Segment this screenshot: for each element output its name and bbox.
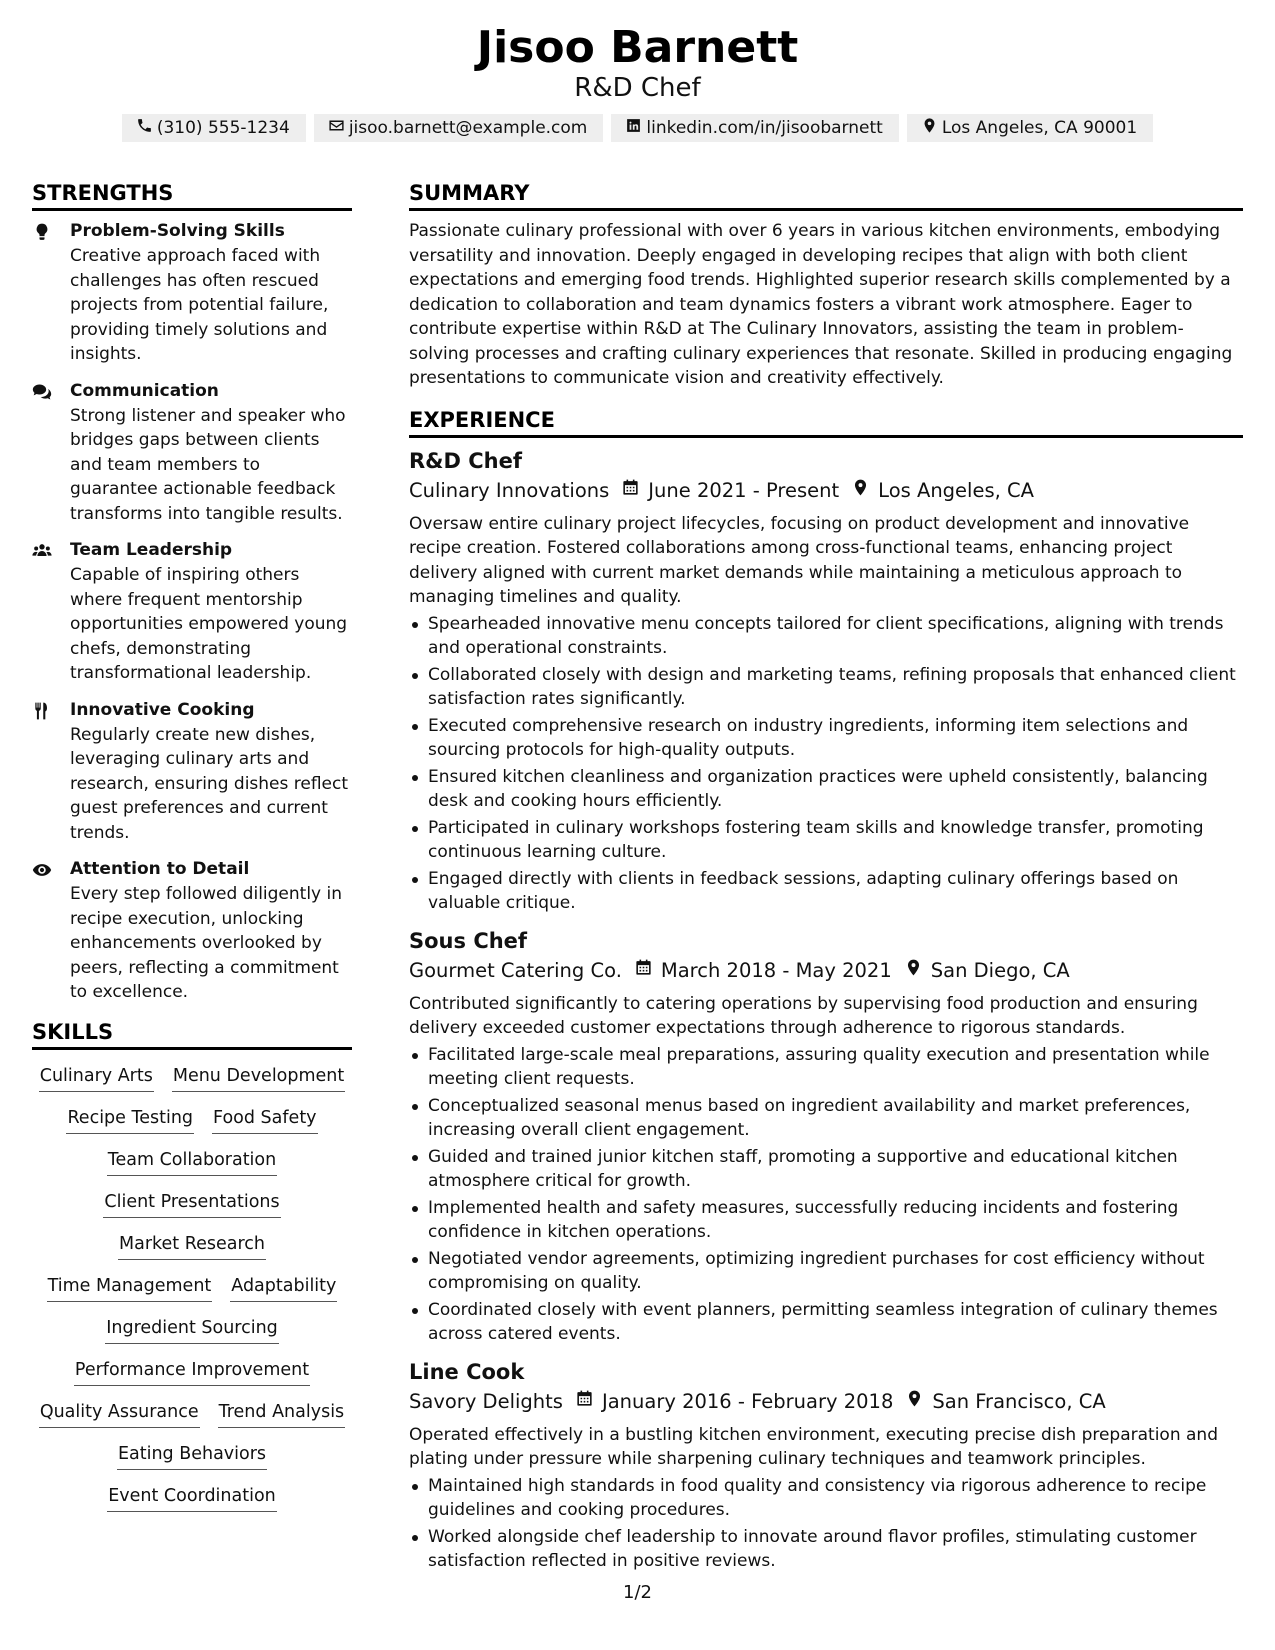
- job-location: San Francisco, CA: [932, 1389, 1106, 1413]
- strength-desc: Regularly create new dishes, leveraging culinary arts and research, ensuring dishes reflect guest preferences and current trends.: [70, 724, 349, 843]
- job-bullet: Facilitated large-scale meal preparations, assuring quality execution and presentation while meeting client requests.: [409, 1043, 1243, 1092]
- contact-linkedin-text: linkedin.com/in/jisoobarnett: [646, 118, 883, 138]
- skill-tag: Quality Assurance: [39, 1400, 200, 1428]
- job-title: R&D Chef: [409, 448, 522, 473]
- skill-tag: Team Collaboration: [107, 1148, 277, 1176]
- page-number: 1/2: [623, 1582, 652, 1603]
- strength-item: [32, 857, 352, 1005]
- strength-item: [32, 698, 352, 846]
- skill-tag: Market Research: [118, 1232, 266, 1260]
- skill-tag: Trend Analysis: [218, 1400, 346, 1428]
- job-bullet: Participated in culinary workshops fostering team skills and knowledge transfer, promoting continuous learning culture.: [409, 816, 1243, 865]
- strength-title: Communication: [70, 380, 219, 401]
- lightbulb-icon: [32, 219, 70, 367]
- job-company: Gourmet Catering Co.: [409, 958, 622, 982]
- job-company: Culinary Innovations: [409, 478, 610, 502]
- map-pin-icon: [839, 476, 878, 506]
- job-bullet: Ensured kitchen cleanliness and organization practices were upheld consistently, balancing desk and cooking hours efficiently.: [409, 765, 1243, 814]
- calendar-icon: [563, 1387, 602, 1417]
- job-bullet: Spearheaded innovative menu concepts tailored for client specifications, aligning with trends and operational constraints.: [409, 612, 1243, 661]
- job-description: Oversaw entire culinary project lifecycles, focusing on product development and innovative recipe creation. Fostered collaborations among cross-functional teams, enhancing project delivery aligned with current market demands while maintaining a meticulous approach to managing timelines and quality.: [409, 513, 1190, 607]
- strength-item: [32, 538, 352, 686]
- skill-tag: Performance Improvement: [74, 1358, 310, 1386]
- linkedin-icon: [625, 117, 642, 139]
- job-bullet: Guided and trained junior kitchen staff, promoting a supportive and educational kitchen atmosphere critical for growth.: [409, 1145, 1243, 1194]
- job-bullet: Collaborated closely with design and marketing teams, refining proposals that enhanced client satisfaction rates significantly.: [409, 663, 1243, 712]
- job-location: Los Angeles, CA: [878, 478, 1034, 502]
- right-column: [409, 178, 1243, 1584]
- job-meta: [409, 476, 1243, 506]
- contact-location-text: Los Angeles, CA 90001: [941, 118, 1138, 138]
- job-bullet: Coordinated closely with event planners, permitting seamless integration of culinary themes across catered events.: [409, 1298, 1243, 1347]
- job-bullet: Conceptualized seasonal menus based on ingredient availability and market preferences, increasing overall client engagement.: [409, 1094, 1243, 1143]
- comments-icon: [32, 379, 70, 527]
- users-icon: [32, 538, 70, 686]
- strength-title: Problem-Solving Skills: [70, 221, 285, 241]
- skill-tag: Time Management: [47, 1274, 213, 1302]
- job-location: San Diego, CA: [930, 958, 1070, 982]
- eye-icon: [32, 857, 70, 1005]
- contact-phone[interactable]: [122, 114, 306, 142]
- skill-tag: Adaptability: [230, 1274, 337, 1302]
- job-entry: [409, 446, 1243, 916]
- contact-bar: [0, 114, 1275, 142]
- skill-tag: Event Coordination: [107, 1484, 277, 1512]
- job-bullet: Executed comprehensive research on industry ingredients, informing item selections and sourcing protocols for high-quality outputs.: [409, 714, 1243, 763]
- utensils-icon: [32, 698, 70, 846]
- job-bullet: Engaged directly with clients in feedback sessions, adapting culinary offerings based on valuable critique.: [409, 867, 1243, 916]
- strength-desc: Strong listener and speaker who bridges gaps between clients and team members to guarantee actionable feedback transforms into tangible results.: [70, 405, 346, 524]
- contact-email[interactable]: [314, 114, 604, 142]
- envelope-icon: [328, 117, 345, 139]
- phone-icon: [136, 117, 153, 139]
- skills-list: [32, 1058, 352, 1512]
- experience-list: [409, 446, 1243, 1574]
- strength-title: Team Leadership: [70, 540, 233, 560]
- strength-item: [32, 219, 352, 367]
- job-meta: [409, 1387, 1243, 1417]
- job-entry: [409, 1357, 1243, 1574]
- candidate-name: Jisoo Barnett: [476, 22, 799, 73]
- job-title: Line Cook: [409, 1359, 525, 1384]
- job-dates: June 2021 - Present: [648, 478, 840, 502]
- map-pin-icon: [921, 117, 938, 139]
- map-pin-icon: [893, 1387, 932, 1417]
- job-bullet: Maintained high standards in food quality and consistency via rigorous adherence to recipe guidelines and cooking procedures.: [409, 1474, 1243, 1523]
- skill-tag: Client Presentations: [103, 1190, 280, 1218]
- job-dates: January 2016 - February 2018: [601, 1389, 894, 1413]
- skill-tag: Culinary Arts: [39, 1064, 154, 1092]
- job-meta: [409, 956, 1243, 986]
- skill-tag: Eating Behaviors: [117, 1442, 267, 1470]
- job-entry: [409, 926, 1243, 1347]
- summary-heading: SUMMARY: [409, 178, 1243, 211]
- job-bullet: Implemented health and safety measures, successfully reducing incidents and fostering confidence in kitchen operations.: [409, 1196, 1243, 1245]
- job-bullets: [409, 1474, 1243, 1574]
- contact-location: [907, 114, 1153, 142]
- strength-title: Innovative Cooking: [70, 699, 255, 720]
- resume-header: [0, 22, 1275, 104]
- job-description: Operated effectively in a bustling kitchen environment, executing precise dish preparation and plating under pressure while sharpening culinary techniques and teamwork principles.: [409, 1424, 1218, 1469]
- contact-email-text: jisoo.barnett@example.com: [348, 118, 588, 138]
- contact-linkedin[interactable]: [611, 114, 898, 142]
- job-bullets: [409, 612, 1243, 916]
- strength-desc: Capable of inspiring others where frequent mentorship opportunities empowered young chefs, demonstrating transformational leadership.: [70, 565, 348, 683]
- skill-tag: Menu Development: [172, 1064, 345, 1092]
- strength-title: Attention to Detail: [70, 859, 250, 879]
- job-title: Sous Chef: [409, 928, 528, 953]
- job-bullets: [409, 1043, 1243, 1347]
- experience-heading: EXPERIENCE: [409, 405, 1243, 438]
- job-company: Savory Delights: [409, 1389, 563, 1413]
- contact-phone-text: (310) 555-1234: [156, 118, 290, 138]
- calendar-icon: [622, 956, 661, 986]
- job-bullet: Worked alongside chef leadership to innovate around flavor profiles, stimulating customer satisfaction reflected in positive reviews.: [409, 1525, 1243, 1574]
- job-description: Contributed significantly to catering operations by supervising food production and ensuring delivery exceeded customer expectations through adherence to rigorous standards.: [409, 993, 1198, 1038]
- calendar-icon: [609, 476, 648, 506]
- map-pin-icon: [892, 956, 931, 986]
- candidate-role: R&D Chef: [574, 73, 701, 103]
- skill-tag: Recipe Testing: [66, 1106, 194, 1134]
- strength-desc: Every step followed diligently in recipe execution, unlocking enhancements overlooked by peers, reflecting a commitment to excellence.: [70, 884, 343, 1002]
- strength-item: [32, 379, 352, 527]
- summary-text: Passionate culinary professional with over 6 years in various kitchen environments, embodying versatility and innovation. Deeply engaged in developing recipes that align with both client expectations and emerging food trends. Highlighted superior research skills complemented by a dedication to collaboration and team dynamics fosters a vibrant work atmosphere. Eager to contribute expertise within R&D at The Culinary Innovators, assisting the team in problem-solving processes and crafting culinary experiences that resonate. Skilled in producing engaging presentations to communicate vision and creativity effectively.: [409, 221, 1233, 388]
- skill-tag: Ingredient Sourcing: [105, 1316, 279, 1344]
- skills-heading: SKILLS: [32, 1017, 352, 1050]
- strength-desc: Creative approach faced with challenges has often rescued projects from potential failure, providing timely solutions and insights.: [70, 246, 329, 364]
- job-dates: March 2018 - May 2021: [660, 958, 892, 982]
- strengths-heading: STRENGTHS: [32, 178, 352, 211]
- skill-tag: Food Safety: [212, 1106, 318, 1134]
- job-bullet: Negotiated vendor agreements, optimizing ingredient purchases for cost efficiency without compromising on quality.: [409, 1247, 1243, 1296]
- left-column: [32, 178, 352, 1512]
